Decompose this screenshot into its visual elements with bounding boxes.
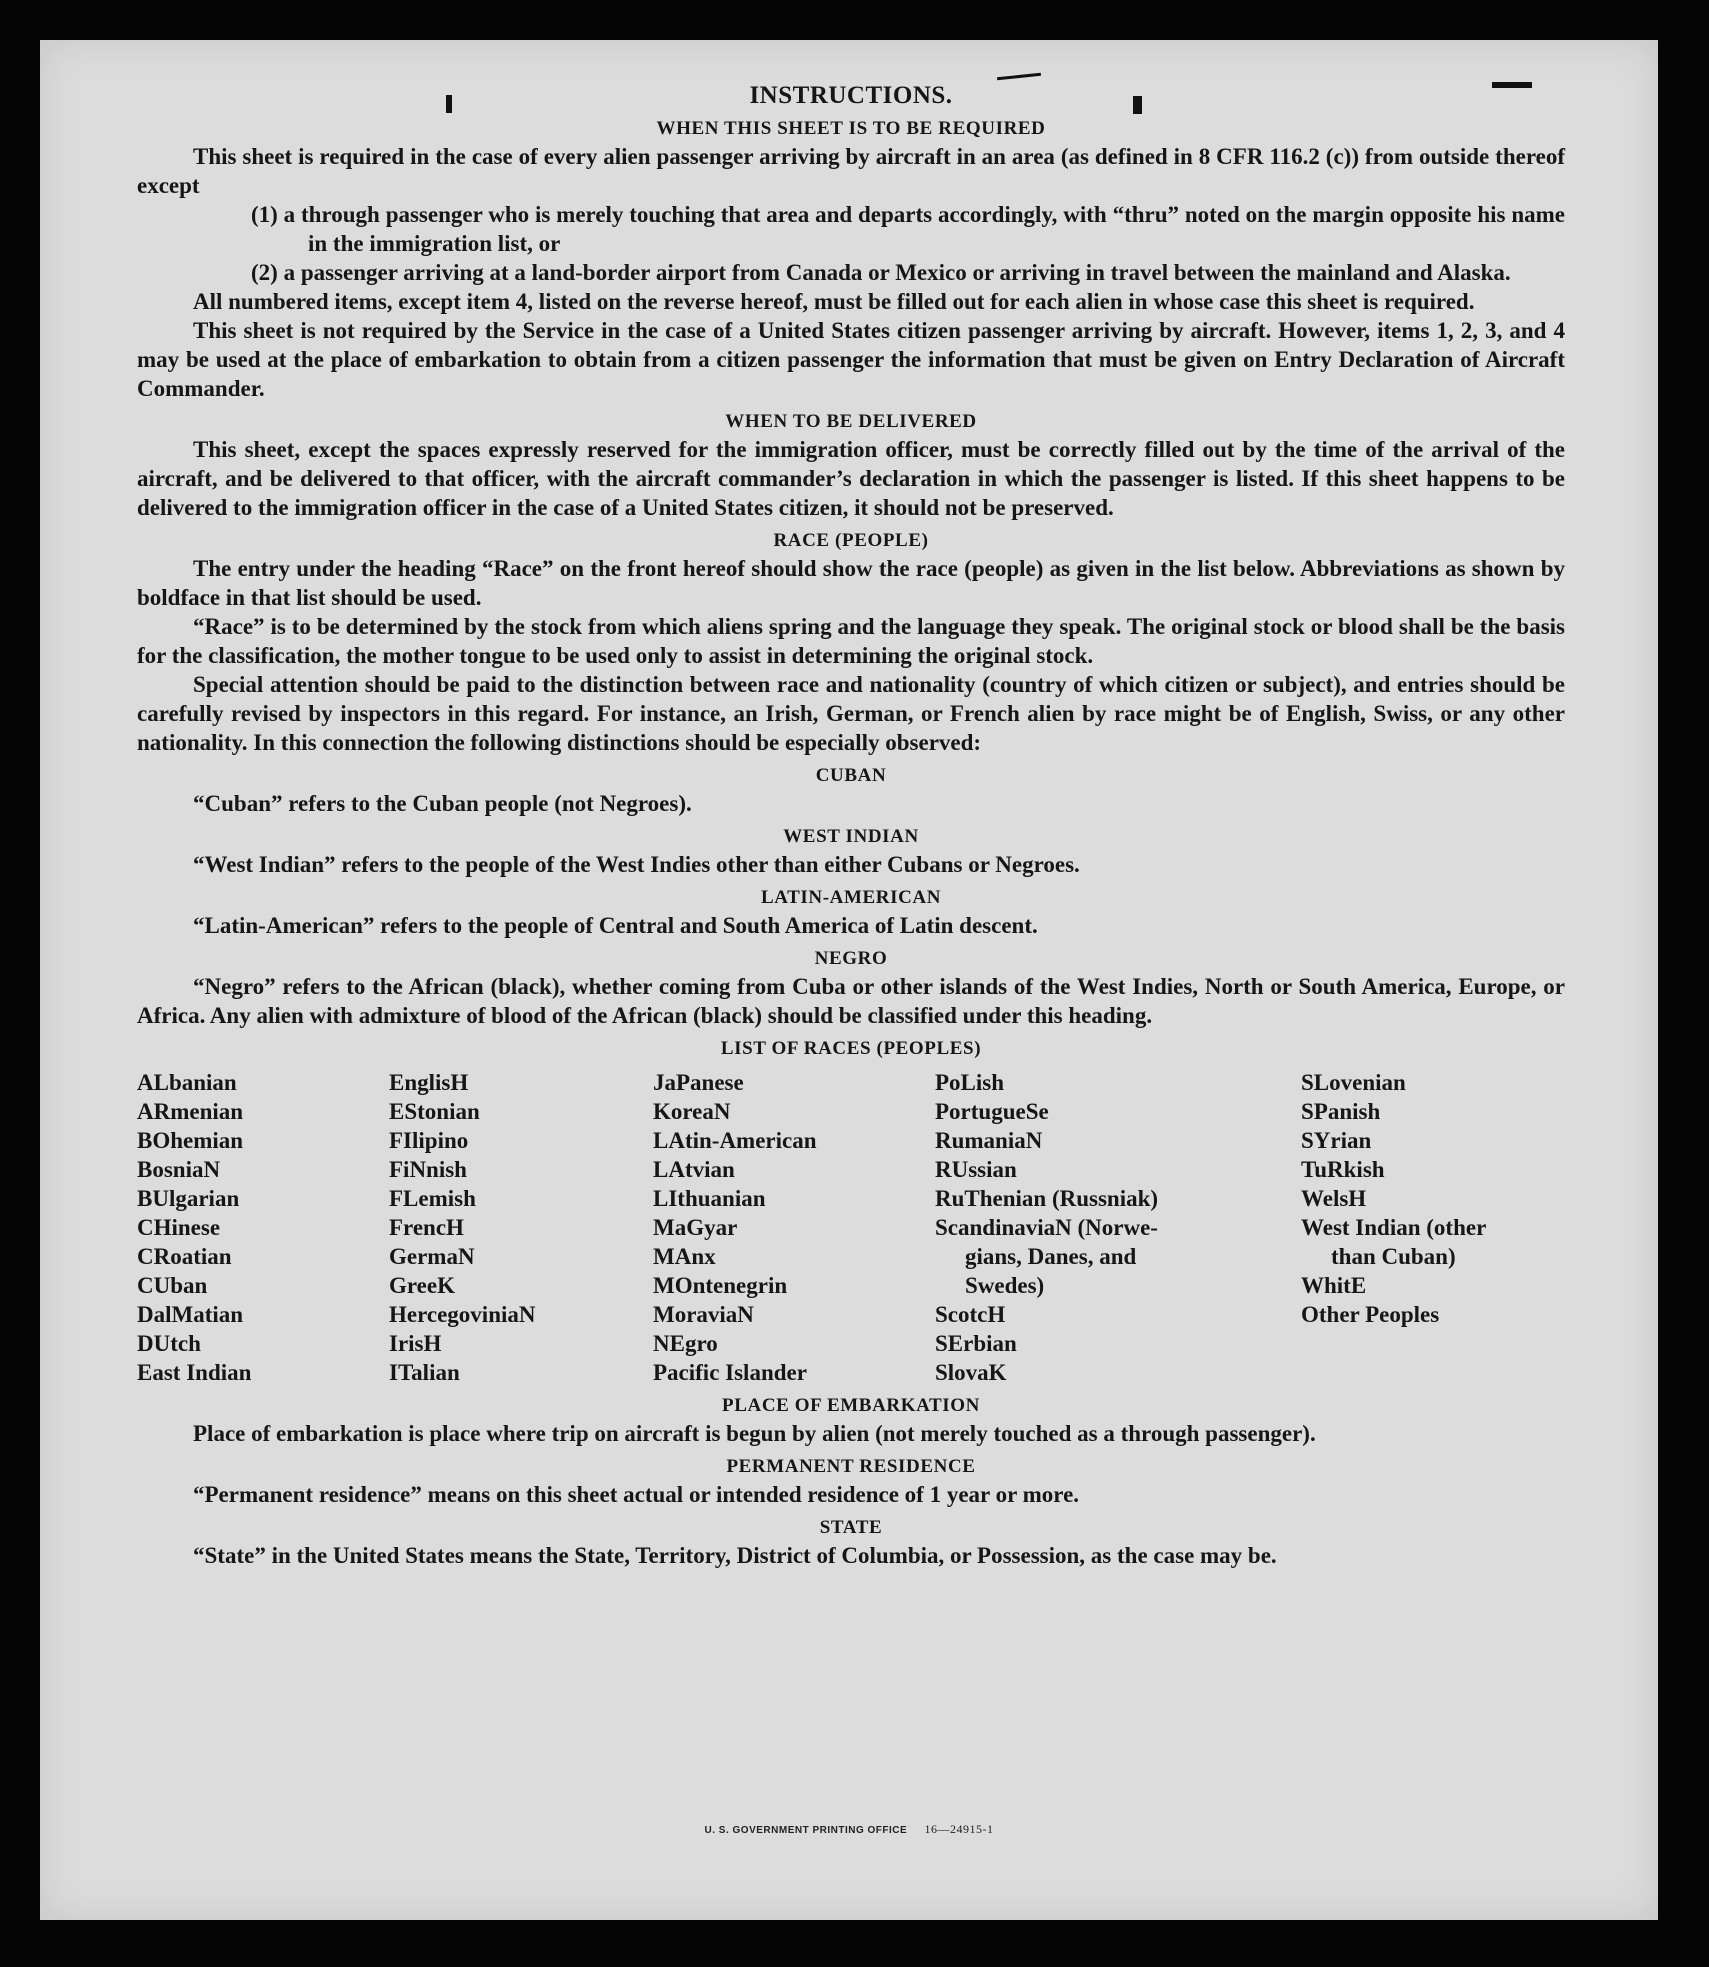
heading-permanent-residence: PERMANENT RESIDENCE <box>726 1456 976 1477</box>
race-list-item: RUssian <box>935 1157 1017 1182</box>
state-paragraph: “State” in the United States means the State, Territory, District of Columbia, or Possession, as the case may be. <box>193 1543 1277 1568</box>
race-list-item: WhitE <box>1301 1273 1367 1298</box>
race-list <box>137 1068 1565 1387</box>
race-list-item: SErbian <box>935 1331 1017 1356</box>
race-list-item: WelsH <box>1301 1186 1367 1211</box>
form-number: 16—24915-1 <box>924 1822 994 1836</box>
citizen-paragraph: This sheet is not required by the Service in the case of a United States citizen passenger arriving by aircraft. However, items 1, 2, 3, and 4 may be used at the place of embarkation to obtain from a citizen passenger the information that must be given on Entry Declaration of Aircraft Commander. <box>137 318 1565 401</box>
race-list-item: CRoatian <box>137 1244 232 1269</box>
race-column-1 <box>137 1068 389 1387</box>
race-list-item: CHinese <box>137 1215 221 1240</box>
scan-mark-top <box>997 73 1041 81</box>
race-paragraph-1: The entry under the heading “Race” on the front hereof should show the race (people) as given in the list below. Abbreviations as shown by boldface in that list should be used. <box>137 556 1565 610</box>
race-list-item: than Cuban) <box>1331 1244 1456 1269</box>
race-list-item: West Indian (other <box>1301 1215 1487 1240</box>
cuban-paragraph: “Cuban” refers to the Cuban people (not Negroes). <box>193 791 692 816</box>
race-list-item: ITalian <box>389 1360 460 1385</box>
race-column-3 <box>653 1068 935 1387</box>
residence-paragraph: “Permanent residence” means on this sheet actual or intended residence of 1 year or more. <box>193 1482 1080 1507</box>
race-list-item: IrisH <box>389 1331 442 1356</box>
race-list-item: KoreaN <box>653 1099 731 1124</box>
heading-embarkation: PLACE OF EMBARKATION <box>722 1395 980 1416</box>
embarkation-paragraph: Place of embarkation is place where trip on aircraft is begun by alien (not merely touched as a through passenger). <box>193 1421 1316 1446</box>
race-list-item: LAtin-American <box>653 1128 817 1153</box>
race-list-item: East Indian <box>137 1360 252 1385</box>
race-list-item: FLemish <box>389 1186 476 1211</box>
race-list-item: SlovaK <box>935 1360 1007 1385</box>
west-indian-paragraph: “West Indian” refers to the people of the West Indies other than either Cubans or Negroes. <box>193 852 1080 877</box>
race-column-2 <box>389 1068 653 1387</box>
heading-negro: NEGRO <box>814 948 888 969</box>
race-list-item: MoraviaN <box>653 1302 754 1327</box>
race-list-item: MAnx <box>653 1244 716 1269</box>
race-list-item: RuThenian (Russniak) <box>935 1186 1159 1211</box>
race-list-item: JaPanese <box>653 1070 744 1095</box>
when-required-intro: This sheet is required in the case of every alien passenger arriving by aircraft in an area (as defined in 8 CFR 116.2 (c)) from outside thereof except <box>137 144 1565 198</box>
race-list-item: DalMatian <box>137 1302 244 1327</box>
heading-latin-american: LATIN-AMERICAN <box>760 887 942 908</box>
race-list-item: MOntenegrin <box>653 1273 788 1298</box>
heading-state: STATE <box>819 1517 883 1538</box>
race-list-item: gians, Danes, and <box>965 1244 1137 1269</box>
race-list-item: EStonian <box>389 1099 480 1124</box>
race-paragraph-2: “Race” is to be determined by the stock from which aliens spring and the language they speak. The original stock or blood shall be the basis for the classification, the mother tongue to be used only to assist in determining the original stock. <box>137 614 1565 668</box>
race-list-item: GermaN <box>389 1244 475 1269</box>
heading-west-indian: WEST INDIAN <box>783 826 919 847</box>
race-list-item: BUlgarian <box>137 1186 240 1211</box>
race-list-item: Other Peoples <box>1301 1302 1440 1327</box>
race-list-item: HercegoviniaN <box>389 1302 536 1327</box>
race-column-5 <box>1301 1068 1565 1387</box>
heading-when-required: WHEN THIS SHEET IS TO BE REQUIRED <box>656 118 1046 139</box>
race-list-item: TuRkish <box>1301 1157 1385 1182</box>
negro-paragraph: “Negro” refers to the African (black), whether coming from Cuba or other islands of the West Indies, North or South America, Europe, or Africa. Any alien with admixture of blood of the African (black) should be classified under this heading. <box>137 974 1565 1028</box>
race-list-item: CUban <box>137 1273 208 1298</box>
heading-cuban: CUBAN <box>815 765 887 786</box>
race-list-item: LAtvian <box>653 1157 735 1182</box>
heading-list-of-races: LIST OF RACES (PEOPLES) <box>720 1038 982 1059</box>
race-list-item: NEgro <box>653 1331 718 1356</box>
race-list-item: ScotcH <box>935 1302 1006 1327</box>
race-column-4 <box>935 1068 1301 1387</box>
exception-item-1: (1) a through passenger who is merely touching that area and departs accordingly, with “thru” noted on the margin opposite his name in the immigration list, or <box>251 202 1565 256</box>
race-list-item: RumaniaN <box>935 1128 1043 1153</box>
race-list-item: EnglisH <box>389 1070 469 1095</box>
race-list-item: FiNnish <box>389 1157 467 1182</box>
race-list-item: BOhemian <box>137 1128 244 1153</box>
race-list-item: LIthuanian <box>653 1186 766 1211</box>
printer-footer <box>40 1822 1658 1837</box>
document-page <box>40 40 1658 1920</box>
numbered-items-paragraph: All numbered items, except item 4, listed on the reverse hereof, must be filled out for each alien in whose case this sheet is required. <box>193 289 1475 314</box>
heading-race: RACE (PEOPLE) <box>773 530 929 551</box>
printer-imprint: U. S. GOVERNMENT PRINTING OFFICE <box>704 1825 908 1836</box>
when-delivered-paragraph: This sheet, except the spaces expressly reserved for the immigration officer, must be correctly filled out by the time of the arrival of the aircraft, and be delivered to that officer, with the aircraft commander’s declaration in which the passenger is listed. If this sheet happens to be delivered to the immigration officer in the case of a United States citizen, it should not be preserved. <box>137 437 1565 520</box>
race-list-item: FrencH <box>389 1215 464 1240</box>
race-list-item: PortugueSe <box>935 1099 1049 1124</box>
heading-when-delivered: WHEN TO BE DELIVERED <box>725 411 977 432</box>
race-paragraph-3: Special attention should be paid to the distinction between race and nationality (country of which citizen or subject), and entries should be carefully revised by inspectors in this regard. For instance, an Irish, German, or French alien by race might be of English, Swiss, or any other nationality. In this connection the following distinctions should be especially observed: <box>137 672 1565 755</box>
race-list-item: BosniaN <box>137 1157 221 1182</box>
race-list-item: PoLish <box>935 1070 1005 1095</box>
race-list-item: GreeK <box>389 1273 455 1298</box>
race-list-item: SLovenian <box>1301 1070 1406 1095</box>
race-list-item: MaGyar <box>653 1215 738 1240</box>
instructions-content <box>137 82 1565 1570</box>
race-list-item: ALbanian <box>137 1070 237 1095</box>
race-list-item: Swedes) <box>965 1273 1045 1298</box>
exception-item-2: (2) a passenger arriving at a land-border airport from Canada or Mexico or arriving in travel between the mainland and Alaska. <box>251 260 1511 285</box>
latin-american-paragraph: “Latin-American” refers to the people of Central and South America of Latin descent. <box>193 913 1038 938</box>
race-list-item: SYrian <box>1301 1128 1372 1153</box>
race-list-item: FIlipino <box>389 1128 469 1153</box>
race-list-item: Pacific Islander <box>653 1360 807 1385</box>
race-list-item: DUtch <box>137 1331 201 1356</box>
race-list-item: ARmenian <box>137 1099 244 1124</box>
page-title: INSTRUCTIONS. <box>749 82 953 109</box>
race-list-item: SPanish <box>1301 1099 1381 1124</box>
race-list-item: ScandinaviaN (Norwe- <box>935 1215 1158 1240</box>
